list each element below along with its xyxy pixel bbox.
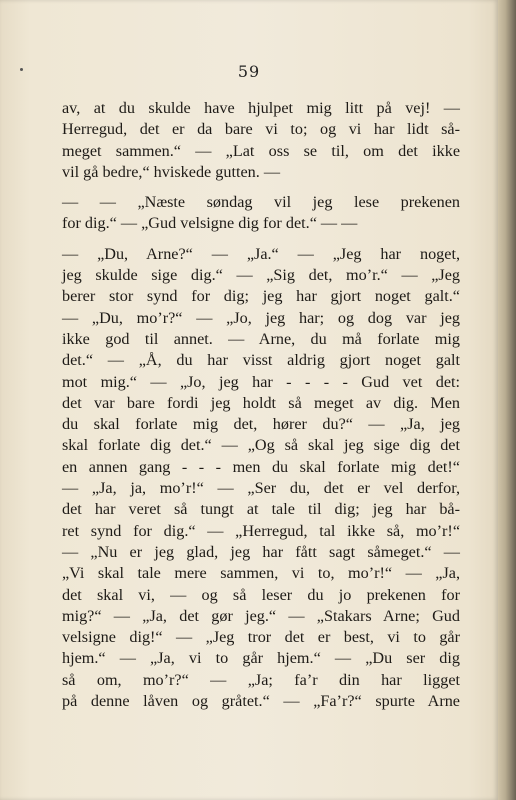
page-number: 59 xyxy=(237,62,261,81)
text-line: det skal vi, — og så leser du jo prekenen for xyxy=(62,585,460,604)
text-line: mot mig.“ — „Jo, jeg har - - - - Gud vet det: xyxy=(62,372,460,391)
paragraph xyxy=(62,98,460,183)
text-line: — „Ja, ja, mo’r!“ — „Ser du, det er vel derfor, xyxy=(62,479,460,498)
text-line: det har veret så tungt at tale til dig; jeg har bå- xyxy=(62,500,460,519)
text-line: — „Nu er jeg glad, jeg har fått sagt såmeget.“ — xyxy=(62,542,460,561)
text-line: ret synd for dig.“ — „Herregud, tal ikke så, mo’r!“ xyxy=(62,521,460,540)
paragraph xyxy=(62,192,460,235)
text-line: meget sammen.“ — „Lat oss se til, om det ikke xyxy=(62,141,460,160)
text-line: det.“ — „Å, du har visst aldrig gjort noget galt xyxy=(62,351,460,370)
text-line: vil gå bedre,“ hviskede gutten. — xyxy=(62,162,281,181)
paragraph xyxy=(62,244,460,713)
text-line: skal forlate dig det.“ — „Og så skal jeg sige dig det xyxy=(62,436,460,455)
body-text xyxy=(62,98,460,712)
text-line: „Vi skal tale mere sammen, vi to, mo’r!“ — „Ja, xyxy=(62,564,460,583)
text-line: hjem.“ — „Ja, vi to går hjem.“ — „Du ser dig xyxy=(62,649,460,668)
text-line: Herregud, det er da bare vi to; og vi har lidt så- xyxy=(62,120,460,139)
text-line: — „Du, mo’r?“ — „Jo, jeg har; og dog var jeg xyxy=(62,308,460,327)
text-line: jeg skulde sige dig.“ — „Sig det, mo’r.“ — „Jeg xyxy=(62,266,460,285)
text-line: du skal forlate mig det, hører du?“ — „Ja, jeg xyxy=(62,415,460,434)
text-line: — — „Næste søndag vil jeg lese prekenen xyxy=(62,193,460,212)
text-line: så om, mo’r?“ — „Ja; fa’r din har ligget xyxy=(62,670,460,689)
text-line: velsigne dig!“ — „Jeg tror det er best, vi to går xyxy=(62,628,460,647)
text-line: mig?“ — „Ja, det gør jeg.“ — „Stakars Arne; Gud xyxy=(62,606,460,625)
text-line: det var bare fordi jeg holdt så meget av dig. Men xyxy=(62,393,460,412)
text-line: for dig.“ — „Gud velsigne dig for det.“ — — xyxy=(62,214,358,233)
text-line: en annen gang - - - men du skal forlate mig det!“ xyxy=(62,457,460,476)
page-edge xyxy=(498,0,516,800)
text-line: på denne låven og gråtet.“ — „Fa’r?“ spurte Arne xyxy=(62,692,460,711)
text-line: berer stor synd for dig; jeg har gjort noget galt.“ xyxy=(62,287,460,306)
text-line: ikke god til annet. — Arne, du må forlate mig xyxy=(62,329,460,348)
text-line: av, at du skulde have hjulpet mig litt på vej! — xyxy=(62,99,460,117)
text-line: — „Du, Arne?“ — „Ja.“ — „Jeg har noget, xyxy=(62,244,460,263)
